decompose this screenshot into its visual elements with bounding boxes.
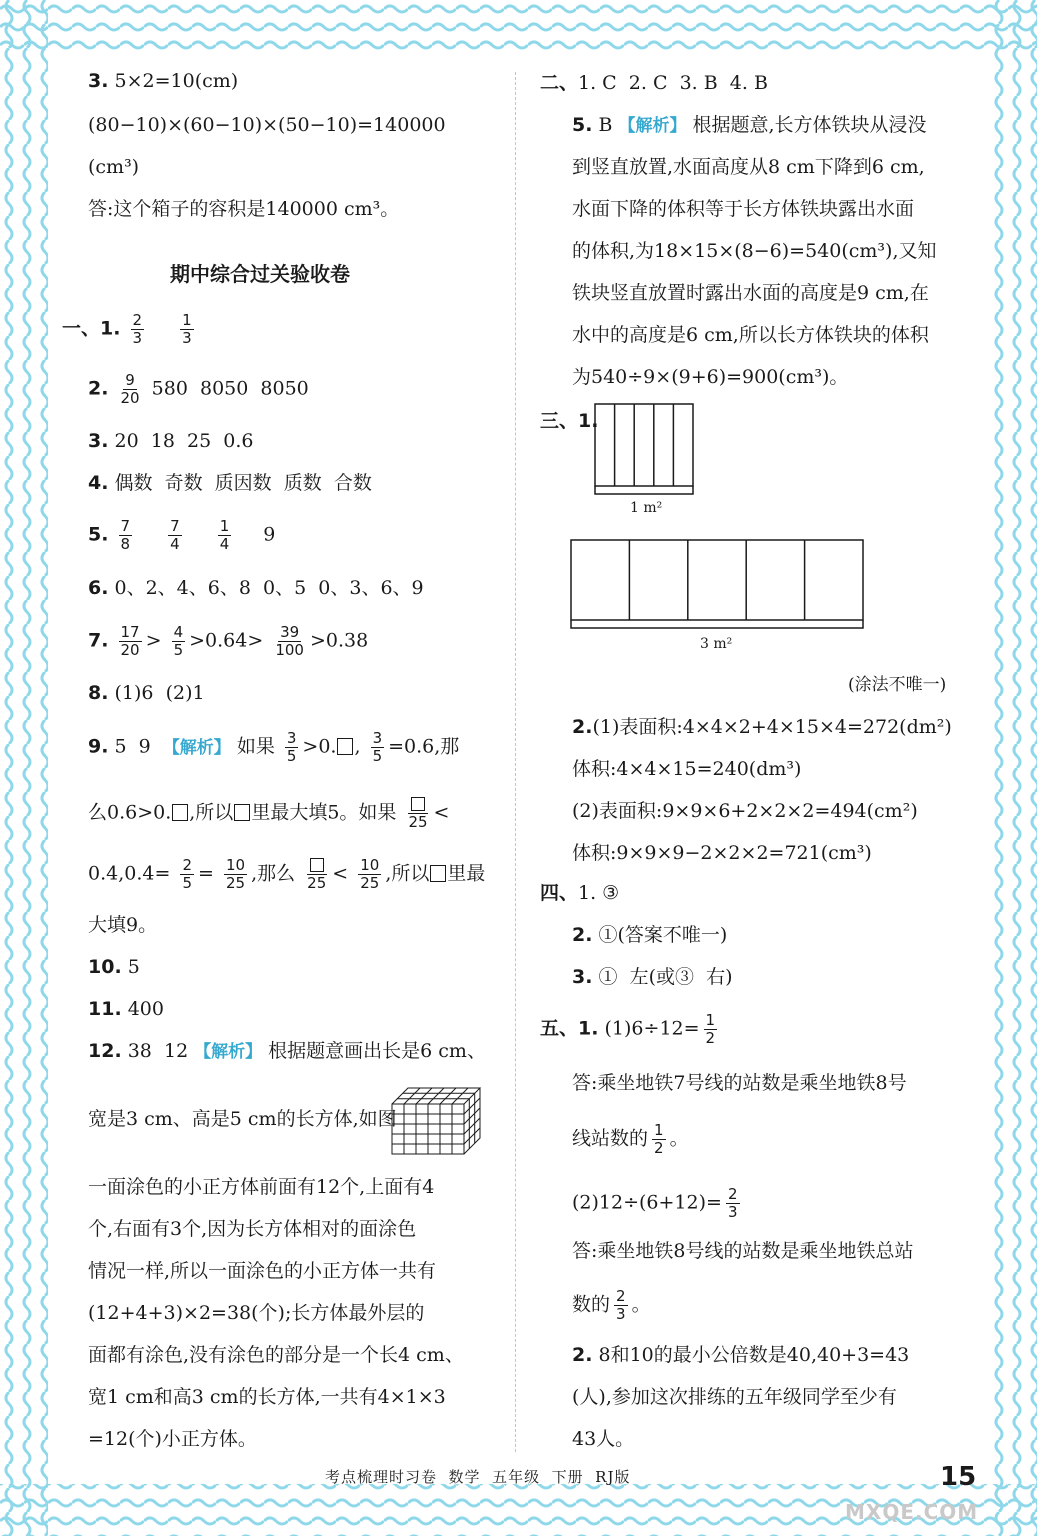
r5-2-line3: 43人。 xyxy=(572,1428,635,1450)
answer-3: 3. 5×2=10(cm) xyxy=(88,70,239,92)
q2: 2. $\frac{9}{20}$ 580 8050 8050 xyxy=(88,371,309,407)
r5-line5: 铁块竖直放置时露出水面的高度是9 cm,在 xyxy=(572,282,929,304)
r5-line2: 到竖直放置,水面高度从8 cm下降到6 cm, xyxy=(572,156,925,178)
r5: 5. B 【解析】 根据题意,长方体铁块从浸没 xyxy=(572,114,927,136)
r5-line7: 为540÷9×(9+6)=900(cm³)。 xyxy=(572,366,849,388)
q9-line4: 大填9。 xyxy=(88,914,158,936)
q12-line9: =12(个)小正方体。 xyxy=(88,1428,257,1450)
r5-1-line4: (2)12÷(6+12)= $\frac{2}{3}$ xyxy=(572,1185,738,1221)
q12-line8: 宽1 cm和高3 cm的长方体,一共有4×1×3 xyxy=(88,1386,446,1408)
q11: 11. 400 xyxy=(88,998,164,1020)
q9-line3: 0.4,0.4= $\frac{2}{5}$ = $\frac{10}{25}$ ,那么 25 < $\frac{10}{25}$ ,所以 里最 xyxy=(88,856,486,892)
q12-line4: 个,右面有3个,因为长方体相对的面涂色 xyxy=(88,1218,417,1240)
page-number: 15 xyxy=(940,1462,977,1492)
q12-line2: 宽是3 cm、高是5 cm的长方体,如图 xyxy=(88,1108,397,1130)
r5-1-line6: 数的 $\frac{2}{3}$ 。 xyxy=(572,1287,651,1323)
q12-line7: 面都有涂色,没有涂色的部分是一个长4 cm、 xyxy=(88,1344,464,1366)
answer-3-line2: (80−10)×(60−10)×(50−10)=140000 xyxy=(88,114,446,136)
r5-line6: 水中的高度是6 cm,所以长方体铁块的体积 xyxy=(572,324,929,346)
r2-line2: 体积:4×4×15=240(dm³) xyxy=(572,758,802,780)
q1: 一、1. $\frac{2}{3}$ $\frac{1}{3}$ xyxy=(62,311,192,347)
r5-1-line5: 答:乘坐地铁8号线的站数是乘坐地铁总站 xyxy=(572,1240,914,1262)
q12-line5: 情况一样,所以一面涂色的小正方体一共有 xyxy=(88,1260,437,1282)
figure-3m2-label: 3 m² xyxy=(700,636,733,652)
q12-line3: 一面涂色的小正方体前面有12个,上面有4 xyxy=(88,1176,435,1198)
cuboid-figure xyxy=(388,1082,484,1158)
r5-line4: 的体积,为18×15×(8−6)=540(cm³),又知 xyxy=(572,240,937,262)
section-title: 期中综合过关验收卷 xyxy=(170,262,350,286)
r5-2-line2: (人),参加这次排练的五年级同学至少有 xyxy=(572,1386,897,1408)
q9-line2: 么0.6>0. ,所以 里最大填5。如果 25 < xyxy=(88,796,449,831)
answer-3-line4: 答:这个箱子的容积是140000 cm³。 xyxy=(88,198,400,220)
q6: 6. 0、2、4、6、8 0、5 0、3、6、9 xyxy=(88,577,424,599)
q12-line6: (12+4+3)×2=38(个);长方体最外层的 xyxy=(88,1302,425,1324)
footer-text: 考点梳理时习卷 数学 五年级 下册 RJ版 xyxy=(325,1468,631,1486)
q7: 7. $\frac{17}{20}$ > $\frac{4}{5}$ >0.64> $\frac{39}{100}$ >0.38 xyxy=(88,623,369,659)
section-5: 五、1. (1)6÷12= $\frac{1}{2}$ xyxy=(540,1011,716,1047)
r4-2: 2. ①(答案不唯一) xyxy=(572,924,728,946)
figure-3m2 xyxy=(568,536,868,636)
answer-3-line3: (cm³) xyxy=(88,156,140,178)
r5-2: 2. 8和10的最小公倍数是40,40+3=43 xyxy=(572,1344,910,1366)
q3: 3. 20 18 25 0.6 xyxy=(88,430,254,452)
r2-line4: 体积:9×9×9−2×2×2=721(cm³) xyxy=(572,842,872,864)
r5-line3: 水面下降的体积等于长方体铁块露出水面 xyxy=(572,198,915,220)
r5-1-line2: 答:乘坐地铁7号线的站数是乘坐地铁8号 xyxy=(572,1072,907,1094)
q8: 8. (1)6 (2)1 xyxy=(88,682,205,704)
r2-line3: (2)表面积:9×9×6+2×2×2=494(cm²) xyxy=(572,800,918,822)
watermark: MXQE.COM xyxy=(845,1500,979,1524)
r4-3: 3. ① 左(或③ 右) xyxy=(572,966,733,988)
section-3: 三、1. xyxy=(540,410,599,432)
q9: 9. 5 9 【解析】 如果 $\frac{3}{5}$ >0. , $\frac{3}{5}$ =0.6,那 xyxy=(88,729,460,765)
q12: 12. 38 12 【解析】 根据题意画出长是6 cm、 xyxy=(88,1040,486,1062)
column-divider xyxy=(515,72,516,1452)
note: (涂法不唯一) xyxy=(848,675,947,695)
q4: 4. 偶数 奇数 质因数 质数 合数 xyxy=(88,472,372,494)
r2: 2.(1)表面积:4×4×2+4×15×4=272(dm²) xyxy=(572,716,952,738)
q5: 5. $\frac{7}{8}$ $\frac{7}{4}$ $\frac{1}{4}$ 9 xyxy=(88,517,276,553)
q10: 10. 5 xyxy=(88,956,140,978)
figure-1m2-label: 1 m² xyxy=(630,500,663,516)
figure-1m2 xyxy=(592,402,702,502)
r5-1-line3: 线站数的 $\frac{1}{2}$ 。 xyxy=(572,1121,689,1157)
section-4: 四、1. ③ xyxy=(540,882,620,904)
section-2: 二、1. C 2. C 3. B 4. B xyxy=(540,72,768,94)
